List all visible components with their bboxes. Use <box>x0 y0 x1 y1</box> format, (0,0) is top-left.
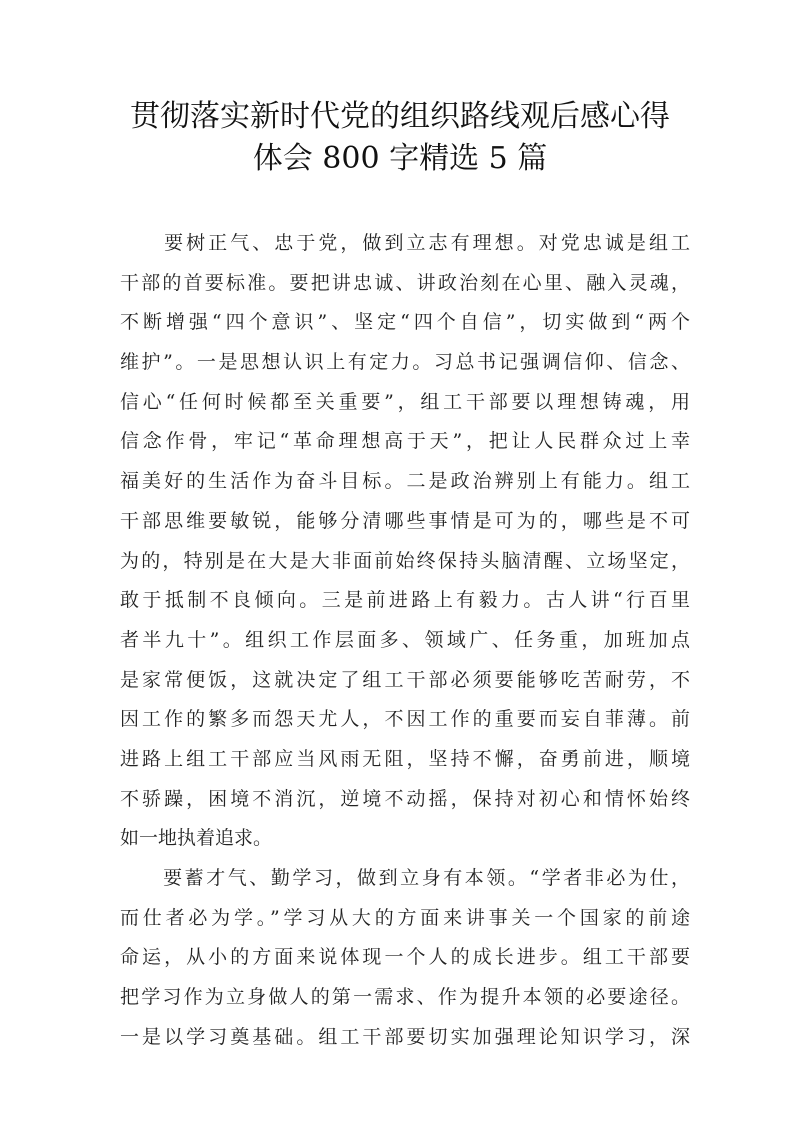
text-line: 信心“任何时候都至关重要”，组工干部要以理想铸魂，用 <box>120 390 690 413</box>
text-line: 福美好的生活作为奋斗目标。二是政治辨别上有能力。组工 <box>120 470 690 493</box>
text-line: 敢于抵制不良倾向。三是前进路上有毅力。古人讲“行百里 <box>120 589 690 612</box>
text-line: 不断增强“四个意识”、坚定“四个自信”，切实做到“两个 <box>120 311 690 334</box>
text-line: 而仕者必为学。”学习从大的方面来讲事关一个国家的前途 <box>120 906 690 929</box>
document-title <box>100 96 700 180</box>
text-line: 干部思维要敏锐，能够分清哪些事情是可为的，哪些是不可 <box>120 509 690 532</box>
text-line: 因工作的繁多而怨天尤人，不因工作的重要而妄自菲薄。前 <box>120 708 690 731</box>
text-line: 要树正气、忠于党，做到立志有理想。对党忠诚是组工 <box>120 232 690 254</box>
text-line: 信念作骨，牢记“革命理想高于天”，把让人民群众过上幸 <box>120 430 690 453</box>
text-line: 不骄躁，困境不消沉，逆境不动摇，保持对初心和情怀始终 <box>120 787 690 810</box>
document-body <box>120 224 690 1057</box>
text-line: 一是以学习奠基础。组工干部要切实加强理论知识学习，深 <box>120 1025 690 1048</box>
title-line-2: 体会 800 字精选 5 篇 <box>252 141 548 176</box>
text-line: 进路上组工干部应当风雨无阻，坚持不懈，奋勇前进，顺境 <box>120 747 690 770</box>
title-line-1: 贯彻落实新时代党的组织路线观后感心得 <box>130 99 670 134</box>
text-line: 干部的首要标准。要把讲忠诚、讲政治刻在心里、融入灵魂， <box>120 271 690 294</box>
paragraph <box>120 224 690 859</box>
text-line: 是家常便饭，这就决定了组工干部必须要能够吃苦耐劳，不 <box>120 668 690 691</box>
text-line: 维护”。一是思想认识上有定力。习总书记强调信仰、信念、 <box>120 351 690 374</box>
paragraph <box>120 859 690 1057</box>
text-line: 要蓄才气、勤学习，做到立身有本领。“学者非必为仕， <box>120 867 690 889</box>
text-line: 如一地执着追求。 <box>120 827 273 850</box>
text-line: 者半九十”。组织工作层面多、领域广、任务重，加班加点 <box>120 628 690 651</box>
text-line: 命运，从小的方面来说体现一个人的成长进步。组工干部要 <box>120 946 690 969</box>
text-line: 为的，特别是在大是大非面前始终保持头脑清醒、立场坚定， <box>120 549 690 572</box>
text-line: 把学习作为立身做人的第一需求、作为提升本领的必要途径。 <box>120 986 690 1009</box>
